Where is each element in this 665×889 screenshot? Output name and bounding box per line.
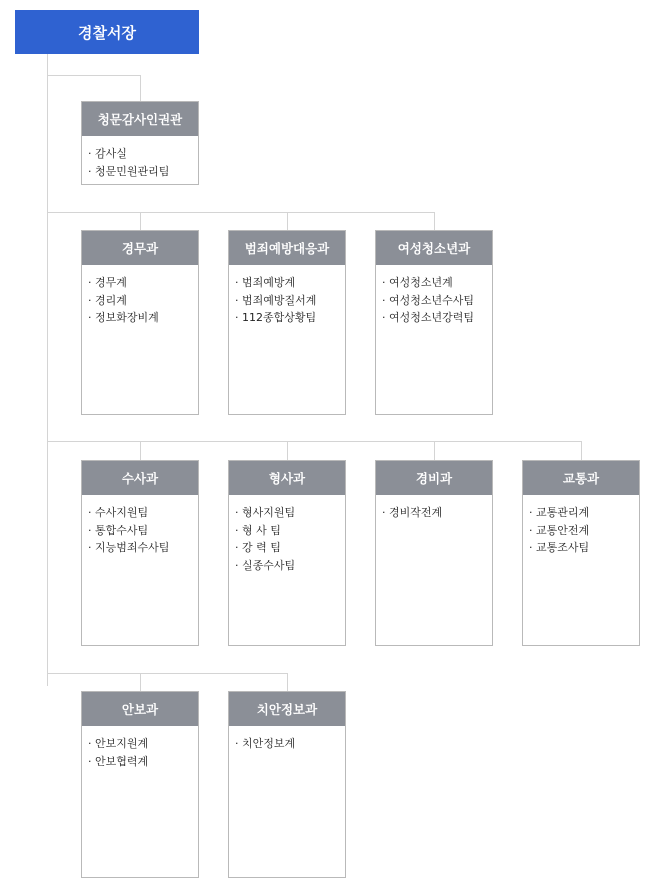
- unit-item: · 안보지원계: [88, 737, 149, 750]
- unit-box-investigation: [81, 460, 199, 646]
- unit-title: 수사과: [82, 461, 198, 495]
- unit-item: · 경비작전계: [382, 506, 443, 519]
- unit-item: · 안보협력계: [88, 754, 149, 768]
- unit-item: · 경리계: [88, 293, 127, 307]
- unit-item: · 정보화장비계: [88, 311, 159, 324]
- unit-item: · 여성청소년계: [382, 276, 453, 289]
- unit-item: · 교통조사팀: [529, 541, 590, 554]
- unit-box-traffic: [522, 460, 640, 646]
- unit-item: · 교통안전계: [529, 523, 590, 537]
- unit-box-intelligence: [228, 691, 346, 878]
- drop-row-3-a: [140, 441, 141, 460]
- chief-box: 경찰서장: [15, 10, 199, 54]
- branch-row-2: [47, 212, 434, 213]
- drop-row-2-a: [140, 212, 141, 230]
- unit-item: · 실종수사팀: [235, 558, 296, 572]
- unit-item-list: [376, 495, 492, 522]
- unit-title: 경비과: [376, 461, 492, 495]
- branch-row-4: [47, 673, 287, 674]
- unit-item: · 치안정보계: [235, 737, 296, 750]
- unit-item-list: [82, 495, 198, 557]
- unit-item-list: [229, 495, 345, 574]
- unit-item: · 교통관리계: [529, 506, 590, 519]
- unit-item-list: [376, 265, 492, 327]
- unit-item: · 수사지원팀: [88, 506, 149, 519]
- unit-box-women-youth: [375, 230, 493, 415]
- unit-box-crime-prevention: [228, 230, 346, 415]
- drop-row-2-b: [287, 212, 288, 230]
- drop-row-3-b: [287, 441, 288, 460]
- unit-item: · 범죄예방질서계: [235, 293, 317, 307]
- drop-row-4-a: [140, 673, 141, 691]
- unit-box-audit: [81, 101, 199, 185]
- drop-row-3-c: [434, 441, 435, 460]
- trunk-line: [47, 54, 48, 686]
- unit-item-list: [82, 136, 198, 180]
- unit-item: · 감사실: [88, 147, 127, 160]
- unit-item-list: [523, 495, 639, 557]
- unit-item: · 112종합상황팀: [235, 311, 317, 324]
- unit-title: 경무과: [82, 231, 198, 265]
- unit-title: 치안정보과: [229, 692, 345, 726]
- branch-row-1: [47, 75, 140, 76]
- unit-item-list: [229, 265, 345, 327]
- unit-item-list: [82, 265, 198, 327]
- unit-item: · 여성청소년강력팀: [382, 311, 475, 324]
- unit-item: · 강 력 팀: [235, 541, 281, 554]
- unit-title: 교통과: [523, 461, 639, 495]
- unit-item: · 형 사 팀: [235, 523, 281, 537]
- unit-item: · 범죄예방계: [235, 276, 296, 289]
- unit-title: 형사과: [229, 461, 345, 495]
- unit-item: · 여성청소년수사팀: [382, 293, 475, 307]
- unit-item-list: [229, 726, 345, 753]
- unit-item: · 청문민원관리팀: [88, 164, 170, 178]
- unit-box-security: [375, 460, 493, 646]
- drop-row-2-c: [434, 212, 435, 230]
- unit-item-list: [82, 726, 198, 770]
- drop-row-4-b: [287, 673, 288, 691]
- unit-box-general-affairs: [81, 230, 199, 415]
- unit-title: 청문감사인권관: [82, 102, 198, 136]
- unit-item: · 경무계: [88, 276, 127, 289]
- drop-row-1: [140, 75, 141, 101]
- unit-title: 범죄예방대응과: [229, 231, 345, 265]
- branch-row-3: [47, 441, 581, 442]
- drop-row-3-d: [581, 441, 582, 460]
- unit-title: 여성청소년과: [376, 231, 492, 265]
- unit-item: · 지능범죄수사팀: [88, 541, 170, 554]
- unit-item: · 통합수사팀: [88, 523, 149, 537]
- unit-box-national-security: [81, 691, 199, 878]
- unit-box-criminal: [228, 460, 346, 646]
- unit-item: · 형사지원팀: [235, 506, 296, 519]
- unit-title: 안보과: [82, 692, 198, 726]
